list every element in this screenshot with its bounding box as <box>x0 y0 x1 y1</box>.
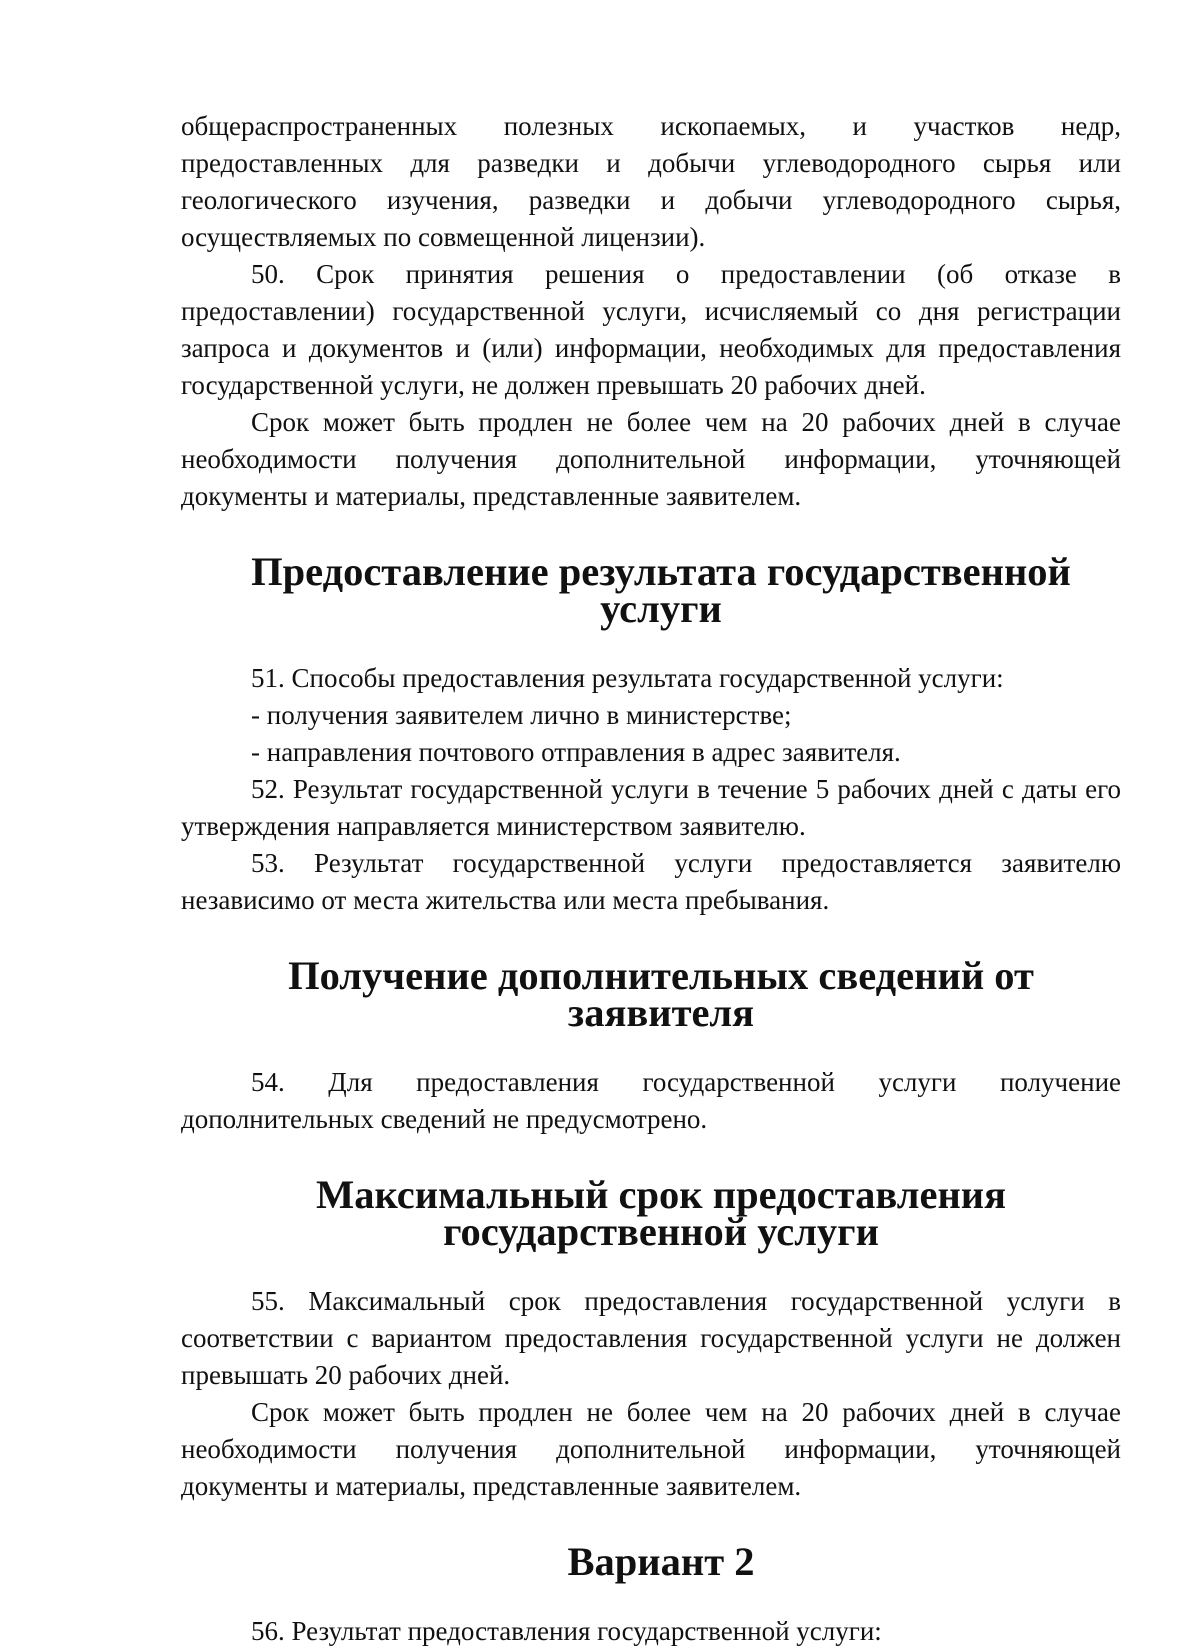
paragraph-52: 52. Результат государственной услуги в течение 5 рабочих дней с даты его утверждения направляется министерством заявителю. <box>181 774 1121 841</box>
paragraph-continuation: общераспространенных полезных ископаемых, и участков недр, предоставленных для разведки и добычи углеводородного сырья или геологического изучения, разведки и добычи углеводородного сырья, осуществляемых по совмещенной лицензии). <box>181 111 1121 252</box>
section-spacer <box>181 515 1121 553</box>
paragraph-56: 56. Результат предоставления государственной услуги: <box>251 1616 882 1646</box>
section-spacer <box>181 1138 1121 1176</box>
paragraph-50-extension: Срок может быть продлен не более чем на 20 рабочих дней в случае необходимости получения дополнительной информации, уточняющей документы и материалы, представленные заявителем. <box>181 407 1121 511</box>
paragraph-55: 55. Максимальный срок предоставления государственной услуги в соответствии с вариантом предоставления государственной услуги не должен превышать 20 рабочих дней. <box>181 1286 1121 1390</box>
list-item-by-mail: - направления почтового отправления в адрес заявителя. <box>251 737 901 767</box>
section-spacer <box>181 627 1121 660</box>
section-heading-result: Предоставление результата государственной услуги <box>251 549 1071 631</box>
section-heading-additional-info: Получение дополнительных сведений от заявителя <box>288 953 1034 1035</box>
section-heading-variant-2: Вариант 2 <box>567 1539 755 1584</box>
section-spacer <box>181 1250 1121 1283</box>
paragraph-51: 51. Способы предоставления результата государственной услуги: <box>251 663 1004 693</box>
section-spacer <box>181 1580 1121 1613</box>
paragraph-50: 50. Срок принятия решения о предоставлении (об отказе в предоставлении) государственной услуги, исчисляемый со дня регистрации запроса и документов и (или) информации, необходимых для предоставления государственной услуги, не должен превышать 20 рабочих дней. <box>181 259 1121 400</box>
section-spacer <box>181 1031 1121 1064</box>
document-body <box>181 108 1121 1650</box>
paragraph-54: 54. Для предоставления государственной услуги получение дополнительных сведений не предусмотрено. <box>181 1067 1121 1134</box>
paragraph-53: 53. Результат государственной услуги предоставляется заявителю независимо от места жительства или места пребывания. <box>181 848 1121 915</box>
list-item-in-person: - получения заявителем лично в министерстве; <box>251 700 792 730</box>
section-spacer <box>181 1505 1121 1543</box>
section-heading-max-term: Максимальный срок предоставления государственной услуги <box>315 1172 1007 1254</box>
section-spacer <box>181 919 1121 957</box>
paragraph-55-extension: Срок может быть продлен не более чем на 20 рабочих дней в случае необходимости получения дополнительной информации, уточняющей документы и материалы, представленные заявителем. <box>181 1397 1121 1501</box>
